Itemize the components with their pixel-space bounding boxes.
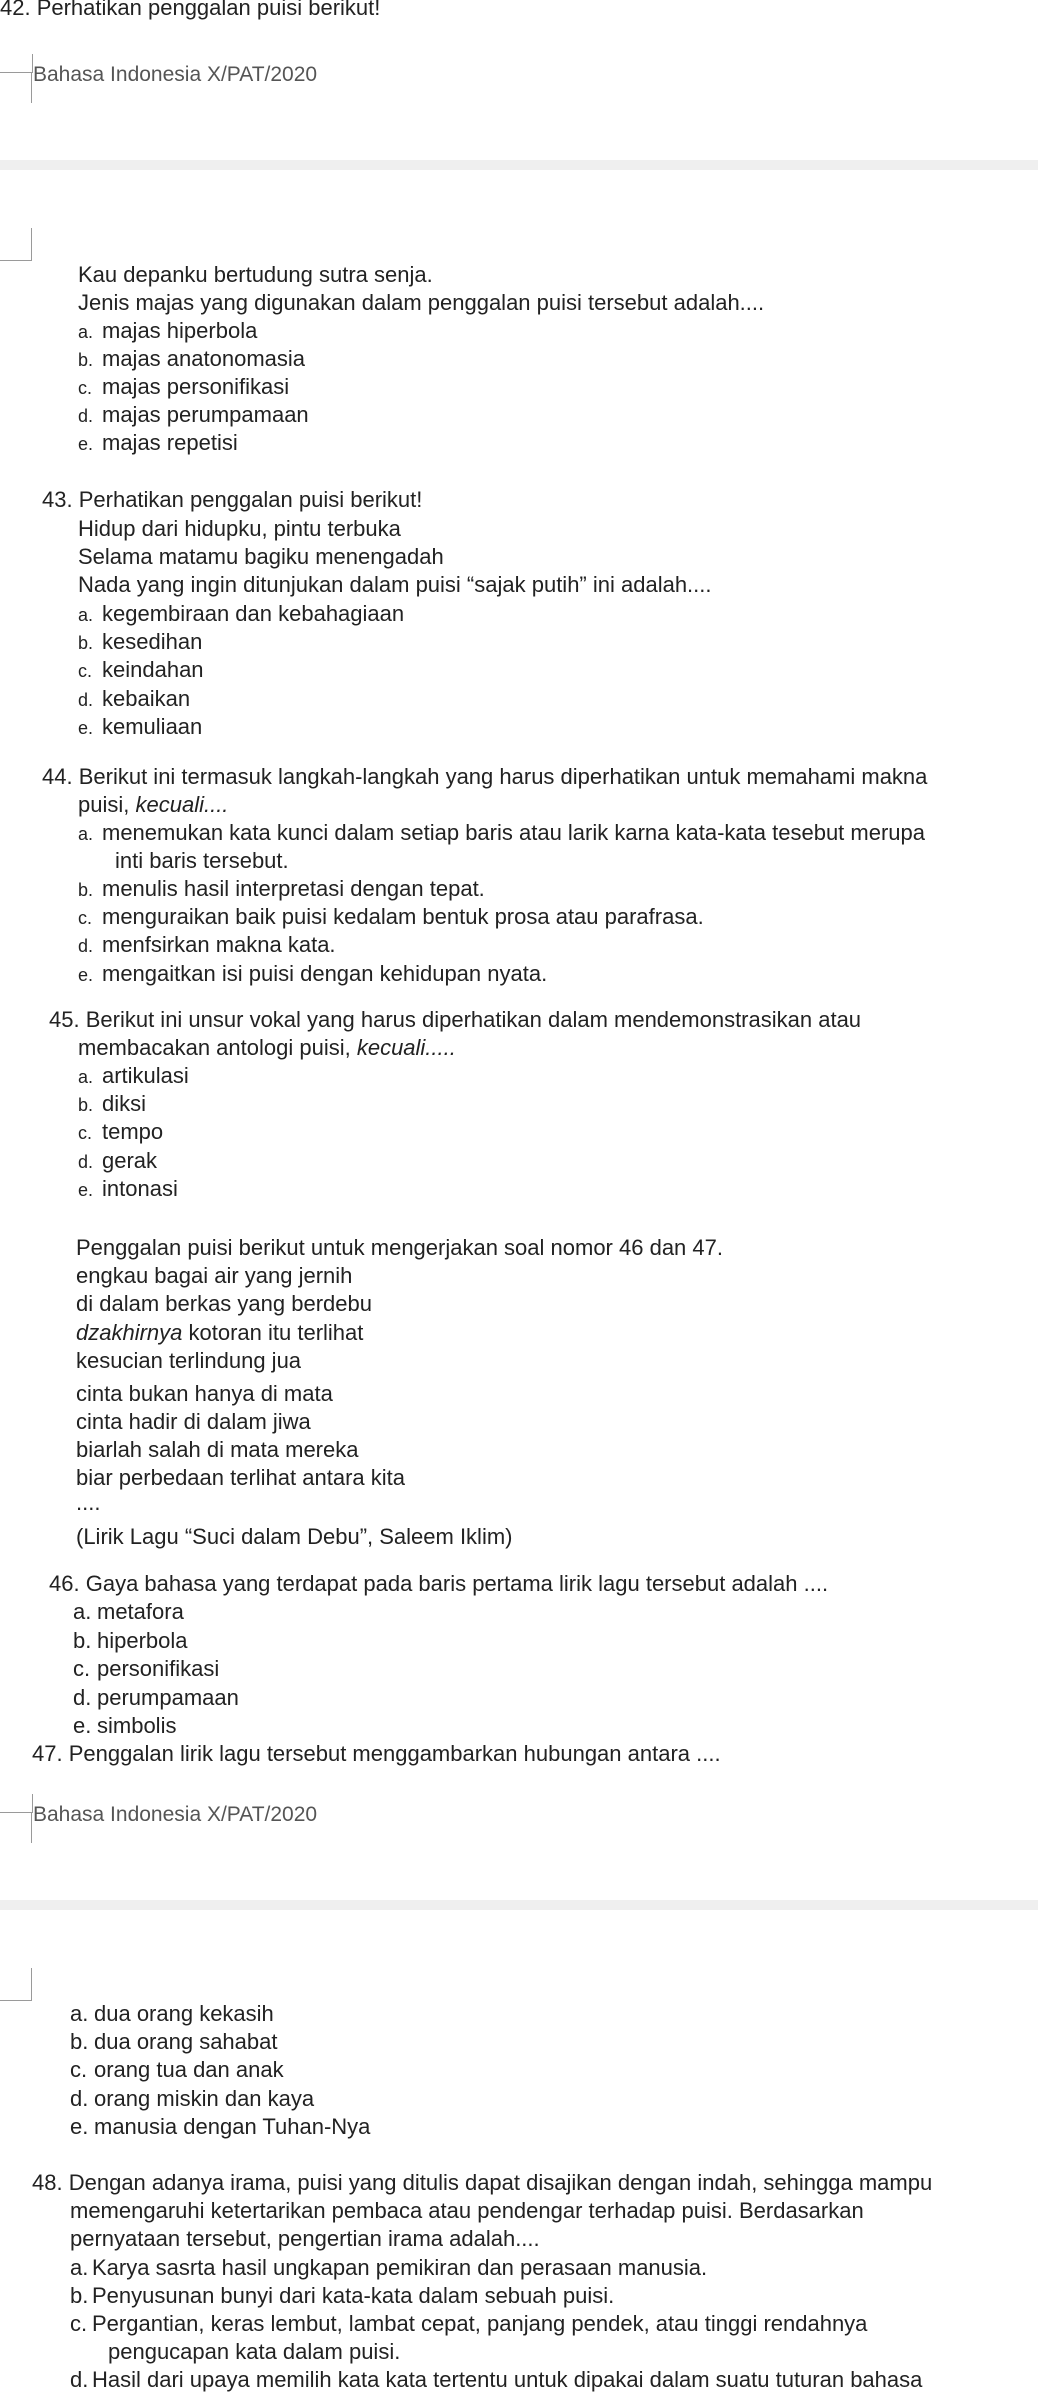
q46-option-c: c. personifikasi <box>73 1656 220 1681</box>
page-break <box>0 1900 1038 1910</box>
q43-heading: 43. Perhatikan penggalan puisi berikut! <box>42 487 423 512</box>
lyric-intro: Penggalan puisi berikut untuk mengerjakan soal nomor 46 dan 47. <box>76 1235 723 1260</box>
q42-option-b: b. majas anatonomasia <box>78 346 306 371</box>
q42-option-a: a. majas hiperbola <box>78 318 258 343</box>
lyric-line: biarlah salah di mata mereka <box>76 1437 359 1462</box>
q48-option-b: b. Penyusunan bunyi dari kata-kata dalam sebuah puisi. <box>70 2283 615 2308</box>
q45-option-c: c. tempo <box>78 1119 164 1144</box>
q44-option-a-cont: inti baris tersebut. <box>115 848 289 873</box>
q43-verse-line: Selama matamu bagiku menengadah <box>78 544 444 569</box>
q44-option-b: b. menulis hasil interpretasi dengan tepat. <box>78 876 485 901</box>
q44-option-e: e. mengaitkan isi puisi dengan kehidupan nyata. <box>78 961 548 986</box>
lyric-line: dzakhirnya kotoran itu terlihat <box>76 1320 364 1345</box>
q46-option-e: e. simbolis <box>73 1713 177 1738</box>
q48-option-a: a. Karya sasrta hasil ungkapan pemikiran dan perasaan manusia. <box>70 2255 708 2280</box>
lyric-line: engkau bagai air yang jernih <box>76 1263 353 1288</box>
q47-option-a: a. dua orang kekasih <box>70 2001 274 2026</box>
q48-option-c-cont: pengucapan kata dalam puisi. <box>108 2339 401 2364</box>
q42-question: Jenis majas yang digunakan dalam penggalan puisi tersebut adalah.... <box>78 290 765 315</box>
q45-question-cont: membacakan antologi puisi, kecuali..... <box>78 1035 456 1060</box>
page-corner-mark <box>31 1812 32 1843</box>
page-corner-mark <box>31 72 32 103</box>
q43-option-d: d. kebaikan <box>78 686 191 711</box>
q46-option-a: a. metafora <box>73 1599 184 1624</box>
q47-option-c: c. orang tua dan anak <box>70 2057 284 2082</box>
q42-option-e: e. majas repetisi <box>78 430 238 455</box>
page-footer: Bahasa Indonesia X/PAT/2020 <box>33 1803 318 1826</box>
page-corner-mark <box>0 1794 33 1813</box>
q48-question-cont: memengaruhi ketertarikan pembaca atau pendengar terhadap puisi. Berdasarkan <box>70 2198 864 2223</box>
q46-option-b: b. hiperbola <box>73 1628 188 1653</box>
q48-option-c: c. Pergantian, keras lembut, lambat cepat, panjang pendek, atau tinggi rendahnya <box>70 2311 868 2336</box>
q43-verse-line: Hidup dari hidupku, pintu terbuka <box>78 516 401 541</box>
page-corner-mark <box>0 1968 32 2001</box>
q44-option-d: d. menfsirkan makna kata. <box>78 932 336 957</box>
q44-question: 44. Berikut ini termasuk langkah-langkah yang harus diperhatikan untuk memahami makna <box>42 764 928 789</box>
q47-option-d: d. orang miskin dan kaya <box>70 2086 315 2111</box>
q46-option-d: d. perumpamaan <box>73 1685 239 1710</box>
q45-option-d: d. gerak <box>78 1148 158 1173</box>
q42-verse: Kau depanku bertudung sutra senja. <box>78 262 433 287</box>
q47-option-b: b. dua orang sahabat <box>70 2029 278 2054</box>
q42-option-c: c. majas personifikasi <box>78 374 290 399</box>
q45-option-b: b. diksi <box>78 1091 147 1116</box>
q45-option-e: e. intonasi <box>78 1176 178 1201</box>
q43-option-b: b. kesedihan <box>78 629 203 654</box>
page-corner-mark <box>0 228 32 261</box>
page-break <box>0 160 1038 170</box>
q43-option-e: e. kemuliaan <box>78 714 203 739</box>
q48-question-cont: pernyataan tersebut, pengertian irama adalah.... <box>70 2226 540 2251</box>
q43-option-a: a. kegembiraan dan kebahagiaan <box>78 601 405 626</box>
lyric-line: di dalam berkas yang berdebu <box>76 1291 372 1316</box>
q47-option-e: e. manusia dengan Tuhan-Nya <box>70 2114 371 2139</box>
page-footer: Bahasa Indonesia X/PAT/2020 <box>33 63 318 86</box>
q46-question: 46. Gaya bahasa yang terdapat pada baris pertama lirik lagu tersebut adalah .... <box>49 1571 829 1596</box>
q48-question: 48. Dengan adanya irama, puisi yang ditulis dapat disajikan dengan indah, sehingga mampu <box>32 2170 933 2195</box>
q45-option-a: a. artikulasi <box>78 1063 189 1088</box>
q44-option-c: c. menguraikan baik puisi kedalam bentuk prosa atau parafrasa. <box>78 904 704 929</box>
lyric-source: (Lirik Lagu “Suci dalam Debu”, Saleem Iklim) <box>76 1524 513 1549</box>
q48-option-d: d. Hasil dari upaya memilih kata kata tertentu untuk dipakai dalam suatu tuturan bahasa <box>70 2367 923 2392</box>
q47-question: 47. Penggalan lirik lagu tersebut menggambarkan hubungan antara .... <box>32 1741 721 1766</box>
lyric-line: biar perbedaan terlihat antara kita <box>76 1465 405 1490</box>
q45-question: 45. Berikut ini unsur vokal yang harus diperhatikan dalam mendemonstrasikan atau <box>49 1007 862 1032</box>
q43-question: Nada yang ingin ditunjukan dalam puisi “sajak putih” ini adalah.... <box>78 572 712 597</box>
lyric-line: cinta hadir di dalam jiwa <box>76 1409 311 1434</box>
q42-heading-top: 42. Perhatikan penggalan puisi berikut! <box>0 0 381 20</box>
q42-option-d: d. majas perumpamaan <box>78 402 309 427</box>
q43-option-c: c. keindahan <box>78 657 204 682</box>
lyric-line: cinta bukan hanya di mata <box>76 1381 333 1406</box>
q44-question-cont: puisi, kecuali.... <box>78 792 229 817</box>
q44-option-a: a. menemukan kata kunci dalam setiap baris atau larik karna kata-kata tesebut merupa <box>78 820 925 845</box>
lyric-ellipsis: .... <box>76 1490 101 1515</box>
page-corner-mark <box>0 54 33 73</box>
lyric-line: kesucian terlindung jua <box>76 1348 302 1373</box>
